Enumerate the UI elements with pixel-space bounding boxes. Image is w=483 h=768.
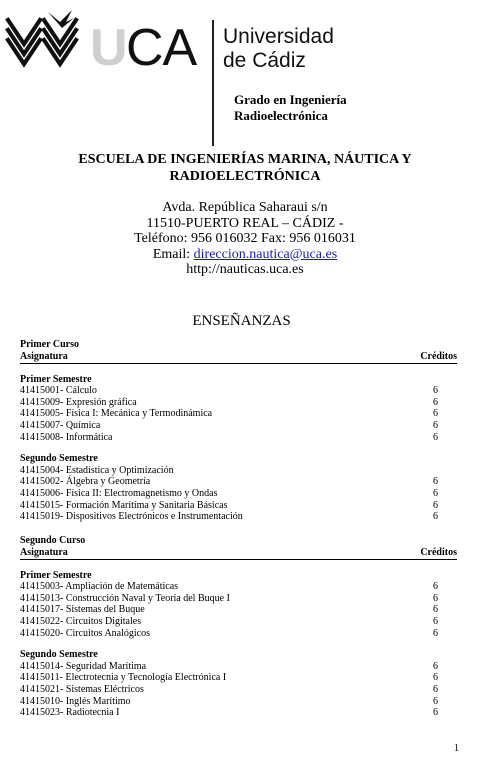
subject-cell: 41415021- Sistemas Eléctricos [20,683,144,695]
credits-column-header: Créditos [420,546,457,558]
course-table [20,339,457,523]
subject-cell: 41415009- Expresión gráfica [20,396,137,408]
course-table-header [20,351,457,364]
credits-cell: 6 [433,592,438,604]
credits-cell: 6 [433,431,438,443]
credits-cell: 6 [433,660,438,672]
school-contact [60,200,430,278]
table-row [20,604,457,616]
email-label: Email: [152,246,191,262]
table-row [20,593,457,605]
school-name-line2: RADIOELECTRÓNICA [169,169,321,184]
subject-cell: 41415014- Seguridad Marítima [20,660,147,672]
credits-cell: 6 [433,695,438,707]
semester-heading: Primer Semestre [20,569,92,581]
course-title: Segundo Curso [20,535,86,546]
logo-divider [212,20,214,146]
table-row [20,672,457,684]
subject-cell: 41415005- Física I: Mecánica y Termodinámica [20,408,213,420]
degree-title-line2: Radioelectrónica [234,108,328,123]
table-row [20,488,457,500]
credits-cell: 6 [433,396,438,408]
semester-heading: Primer Semestre [20,373,92,385]
uca-seal-icon [4,8,80,68]
university-name-line2: de Cádiz [223,49,306,72]
table-row [20,397,457,409]
credits-cell: 6 [433,499,438,511]
credits-cell: 6 [433,707,438,719]
table-row [20,511,457,523]
course-table-header [20,547,457,560]
address-line2: 11510-PUERTO REAL – CÁDIZ - [146,215,344,231]
table-row [20,420,457,432]
semester-heading: Segundo Semestre [20,649,98,661]
credits-cell [433,465,457,477]
email-link[interactable]: direccion.nautica@uca.es [193,246,338,262]
subject-cell: 41415007- Química [20,419,101,431]
table-row [20,616,457,628]
subject-cell: 41415013- Construcción Naval y Teoría del Buque I [20,592,230,604]
table-row [20,661,457,673]
degree-title [234,92,347,124]
degree-title-line1: Grado en Ingeniería [234,92,347,107]
table-row [20,385,457,397]
credits-cell: 6 [433,419,438,431]
subject-cell: 41415011- Electrotecnia y Tecnología Electrónica I [20,672,227,684]
subject-cell: 41415022- Circuitos Digitales [20,615,142,627]
subject-cell: 41415008- Informática [20,431,113,443]
email-line [60,247,430,263]
school-name-line1: ESCUELA DE INGENIERÍAS MARINA, NÁUTICA Y [78,152,412,167]
logo-ca-letters: CA [126,19,197,77]
table-row [20,465,457,477]
subject-cell: 41415020- Circuitos Analógicos [20,627,150,639]
course-title: Primer Curso [20,339,79,350]
subject-cell: 41415017- Sistemas del Buque [20,604,145,616]
table-row [20,408,457,420]
table-row [20,684,457,696]
credits-column-header: Créditos [420,350,457,362]
table-row [20,696,457,708]
credits-cell: 6 [433,511,438,523]
subject-cell: 41415015- Formación Marítima y Sanitaria Básicas [20,499,228,511]
table-row [20,628,457,640]
table-row [20,581,457,593]
university-name-line1: Universidad [223,25,334,48]
school-name [40,151,450,185]
subject-cell: 41415006- Física II: Electromagnetismo y Ondas [20,487,218,499]
logo-u-letter: U [90,19,126,77]
subject-cell: 41415023- Radiotecnia I [20,707,120,719]
course-table [20,535,457,719]
credits-cell: 6 [433,487,438,499]
uca-logo [4,8,480,138]
semester-heading: Segundo Semestre [20,453,98,465]
table-row [20,476,457,488]
page-number: 1 [454,743,459,754]
subject-cell: 41415019- Dispositivos Electrónicos e Instrumentación [20,511,243,523]
credits-cell: 6 [433,683,438,695]
credits-cell: 6 [433,476,438,488]
credits-cell: 6 [433,627,438,639]
subject-column-header: Asignatura [20,546,68,558]
credits-cell: 6 [433,615,438,627]
subject-cell: 41415004- Estadística y Optimización [20,464,174,476]
credits-cell: 6 [433,604,438,616]
credits-cell: 6 [433,581,438,593]
website: http://nauticas.uca.es [186,262,304,277]
credits-cell: 6 [433,408,438,420]
subject-cell: 41415010- Inglés Marítimo [20,695,131,707]
address-line1: Avda. República Saharaui s/n [162,200,328,215]
table-row [20,707,457,719]
credits-cell: 6 [433,385,438,397]
subject-cell: 41415001- Cálculo [20,385,97,397]
subject-cell: 41415003- Ampliación de Matemáticas [20,581,179,593]
subject-cell: 41415002- Álgebra y Geometría [20,476,151,488]
credits-cell: 6 [433,672,438,684]
subject-column-header: Asignatura [20,350,68,362]
section-title: ENSEÑANZAS [192,313,291,329]
table-row [20,500,457,512]
table-row [20,432,457,444]
phone-fax: Teléfono: 956 016032 Fax: 956 016031 [134,231,356,246]
